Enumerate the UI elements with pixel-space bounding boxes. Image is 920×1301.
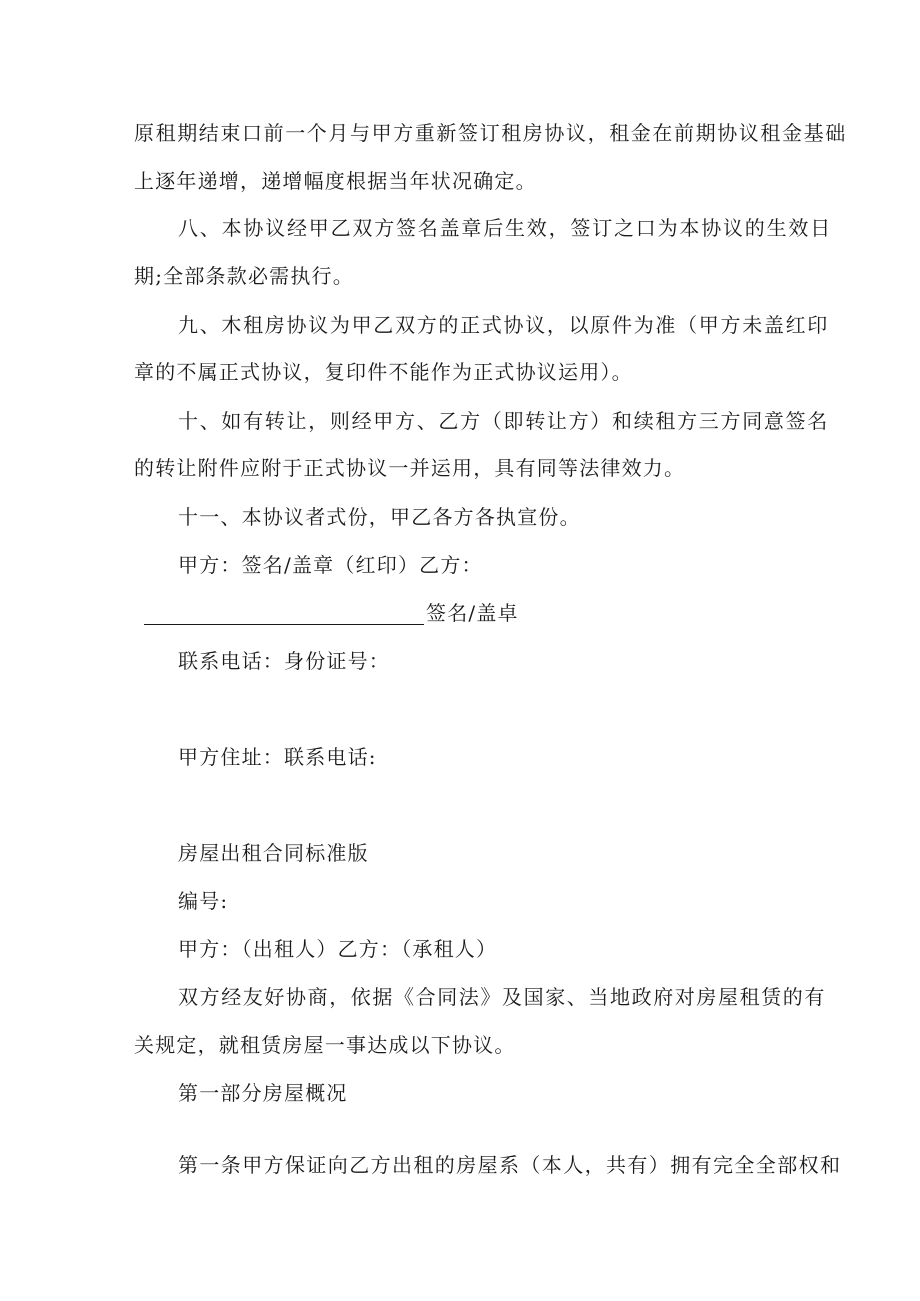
section-1-title: 第一部分房屋概况 <box>178 1081 348 1105</box>
contract-parties: 甲方：（出租人）乙方：（承租人） <box>178 937 498 961</box>
contract-number-label: 编号: <box>178 889 229 913</box>
clause-9-line-1: 九、木租房协议为甲乙双方的正式协议，以原件为准（甲方未盖红印 <box>178 313 829 337</box>
clause-10-line-2: 的转让附件应附于正式协议一并运用，具有同等法律效力。 <box>134 456 686 480</box>
signature-blank-line <box>144 602 424 625</box>
signature-sign-label: 签名/盖卓 <box>426 601 519 625</box>
signature-row <box>144 601 519 625</box>
contact-address-line: 甲方住址：联系电话: <box>178 745 377 769</box>
clause-10-line-1: 十、如有转让，则经甲方、乙方（即转让方）和续租方三方同意签名 <box>178 409 829 433</box>
article-1-line-1: 第一条甲方保证向乙方出租的房屋系（本人，共有）拥有完全全部权和 <box>178 1153 842 1177</box>
continuation-line-1: 原租期结束口前一个月与甲方重新签订租房协议，租金在前期协议租金基础 <box>134 121 847 145</box>
signature-party-line: 甲方：签名/盖章（红印）乙方： <box>178 553 483 577</box>
clause-11: 十一、本协议者式份，甲乙各方各执宣份。 <box>178 505 581 529</box>
contract-intro-line-1: 双方经友好协商，依据《合同法》及国家、当地政府对房屋租赁的有 <box>178 985 826 1009</box>
contact-phone-id-line: 联系电话：身份证号： <box>178 649 390 673</box>
contract-title: 房屋出租合同标准版 <box>178 841 369 865</box>
clause-8-line-2: 期;全部条款必需执行。 <box>134 264 354 288</box>
continuation-line-2: 上逐年递增，递增幅度根据当年状况确定。 <box>134 169 537 193</box>
clause-9-line-2: 章的不属正式协议，复印件不能作为正式协议运用）。 <box>134 360 633 384</box>
clause-8-line-1: 八、本协议经甲乙双方签名盖章后生效，签订之口为本协议的生效日 <box>178 216 832 240</box>
contract-intro-line-2: 关规定，就租赁房屋一事达成以下协议。 <box>134 1033 516 1057</box>
